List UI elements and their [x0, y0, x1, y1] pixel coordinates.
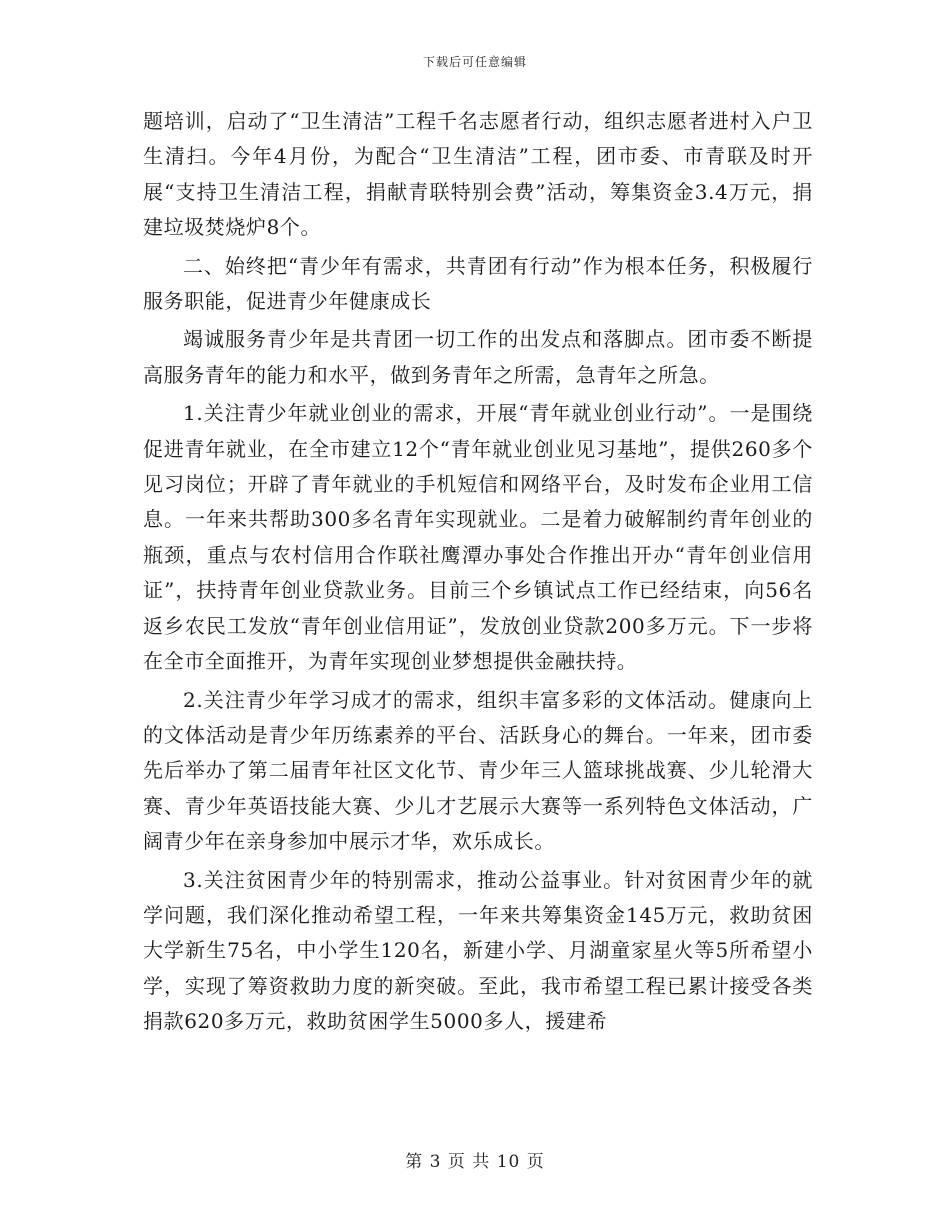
document-body — [143, 104, 813, 1043]
paragraph-item-1: 1.关注青少年就业创业的需求，开展“青年就业创业行动”。一是围绕促进青年就业，在全市建立12个“青年就业创业见习基地”，提供260多个见习岗位；开辟了青年就业的手机短信和网络平台，及时发布企业用工信息。一年来共帮助300多名青年实现就业。二是着力破解制约青年创业的瓶颈，重点与农村信用合作联社鹰潭办事处合作推出开办“青年创业信用证”，扶持青年创业贷款业务。目前三个乡镇试点工作已经结束，向56名返乡农民工发放“青年创业信用证”，发放创业贷款200多万元。下一步将在全市全面推开，为青年实现创业梦想提供金融扶持。 — [143, 401, 813, 674]
page-header: 下载后可任意编辑 — [422, 55, 527, 69]
section-heading: 二、始终把“青少年有需求，共青团有行动”作为根本任务，积极履行服务职能，促进青少年健康成长 — [143, 253, 813, 314]
paragraph-continuation: 题培训，启动了“卫生清洁”工程千名志愿者行动，组织志愿者进村入户卫生清扫。今年4月份，为配合“卫生清洁”工程，团市委、市青联及时开展“支持卫生清洁工程，捐献青联特别会费”活动，筹集资金3.4万元，捐建垃圾焚烧炉8个。 — [143, 109, 813, 240]
page-footer: 第 3 页 共 10 页 — [405, 1152, 545, 1172]
paragraph: 竭诚服务青少年是共青团一切工作的出发点和落脚点。团市委不断提高服务青年的能力和水平，做到务青年之所需，急青年之所急。 — [143, 327, 813, 387]
paragraph-item-2: 2.关注青少年学习成才的需求，组织丰富多彩的文体活动。健康向上的文体活动是青少年历练素养的平台、活跃身心的舞台。一年来，团市委先后举办了第二届青年社区文化节、青少年三人篮球挑战赛、少儿轮滑大赛、青少年英语技能大赛、少儿才艺展示大赛等一系列特色文体活动，广阔青少年在亲身参加中展示才华，欢乐成长。 — [143, 687, 813, 854]
paragraph-item-3: 3.关注贫困青少年的特别需求，推动公益事业。针对贫困青少年的就学问题，我们深化推动希望工程，一年来共筹集资金145万元，救助贫困大学新生75名，中小学生120名，新建小学、月湖童家星火等5所希望小学，实现了筹资救助力度的新突破。至此，我市希望工程已累计接受各类捐款620多万元，救助贫困学生5000多人，援建希 — [143, 867, 813, 1034]
